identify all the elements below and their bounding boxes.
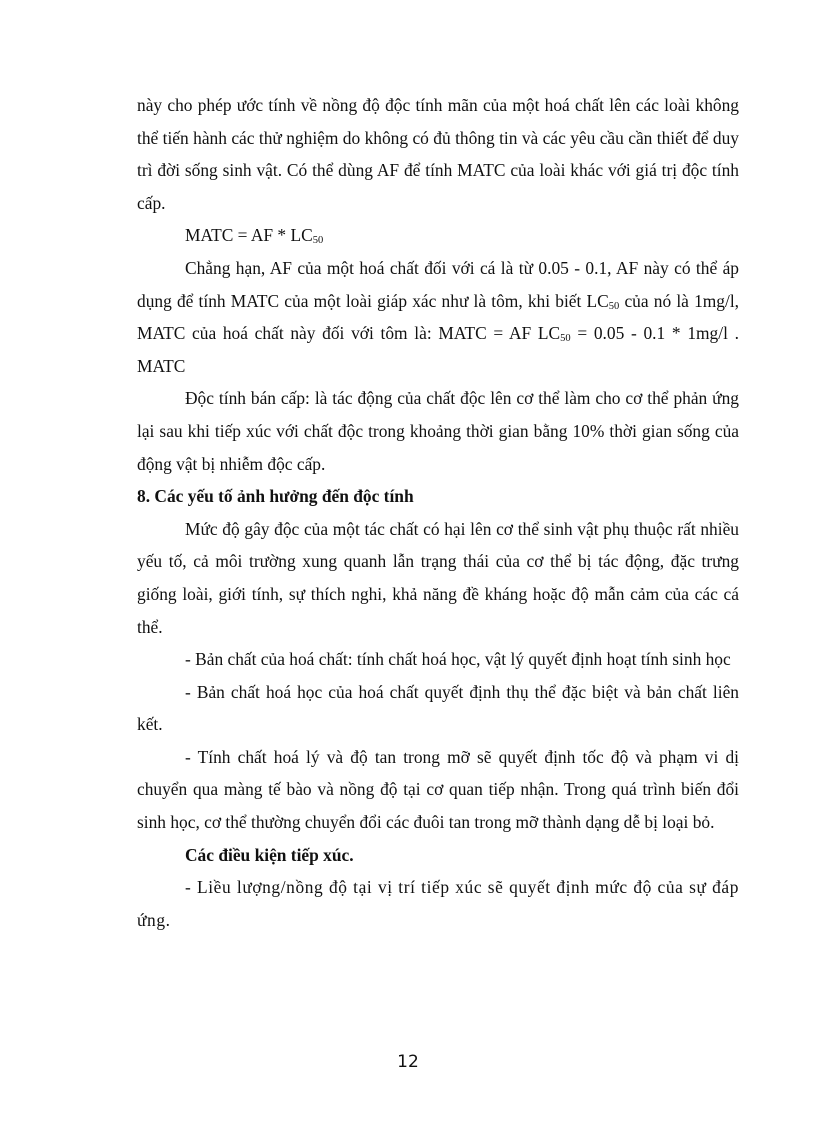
example-text-c: = 0.05 - 0.1 * 1mg/l . MATC (137, 323, 739, 376)
list-item-chemical-nature: - Bản chất của hoá chất: tính chất hoá học, vật lý quyết định hoạt tính sinh học (185, 649, 731, 670)
example-text-a: Chẳng hạn, AF của một hoá chất đối với cá là từ 0.05 - 0.1, AF này có thể áp dụng để tính MATC của một loài giáp xác như là tôm, khi biết LC (137, 257, 739, 311)
list-item-solubility: - Tính chất hoá lý và độ tan trong mỡ sẽ quyết định tốc độ và phạm vi dị chuyển qua màng tế bào và nồng độ tại cơ quan tiếp nhận. Trong quá trình biến đổi sinh học, cơ thể thường chuyển đổi các đuôi tan trong mỡ thành dạng dễ bị loại bỏ. (137, 746, 739, 833)
paragraph-toxicity-factors: Mức độ gây độc của một tác chất có hại lên cơ thể sinh vật phụ thuộc rất nhiều yếu tố, cả môi trường xung quanh lẫn trạng thái của cơ thể bị tác động, đặc trưng giống loài, giới tính, sự thích nghi, khả năng đề kháng hoặc độ mẫn cảm của các cá thể. (137, 518, 739, 637)
paragraph-continuation: này cho phép ước tính về nồng độ độc tính mãn của một hoá chất lên các loài không thể tiến hành các thử nghiệm do không có đủ thông tin và các yêu cầu cần thiết để duy trì đời sống sinh vật. Có thể dùng AF để tính MATC của loài khác với giá trị độc tính cấp. (137, 95, 739, 213)
formula-text: MATC = AF * LC (185, 225, 313, 246)
page-number: 12 (397, 1052, 419, 1072)
subheading-exposure-conditions: Các điều kiện tiếp xúc. (185, 844, 354, 865)
example-subscript-2: 50 (560, 333, 571, 345)
formula-subscript: 50 (312, 235, 324, 247)
list-item-dose: - Liều lượng/nồng độ tại vị trí tiếp xúc sẽ quyết định mức độ của sự đáp ứng. (137, 877, 739, 930)
list-item-chemical-properties: - Bản chất hoá học của hoá chất quyết định thụ thể đặc biệt và bản chất liên kết. (137, 681, 739, 735)
section-heading-8: 8. Các yếu tố ảnh hưởng đến độc tính (137, 486, 414, 507)
document-page (137, 89, 739, 936)
paragraph-subacute-toxicity: Độc tính bán cấp: là tác động của chất độc lên cơ thể làm cho cơ thể phản ứng lại sau khi tiếp xúc với chất độc trong khoảng thời gian bằng 10% thời gian sống của động vật bị nhiễm độc cấp. (137, 388, 739, 474)
example-text-b: của nó là 1mg/l, MATC của hoá chất này đối với tôm là: MATC = AF LC (137, 290, 739, 344)
example-subscript-1: 50 (608, 300, 620, 312)
formula-matc (137, 219, 739, 252)
paragraph-example (137, 252, 739, 382)
